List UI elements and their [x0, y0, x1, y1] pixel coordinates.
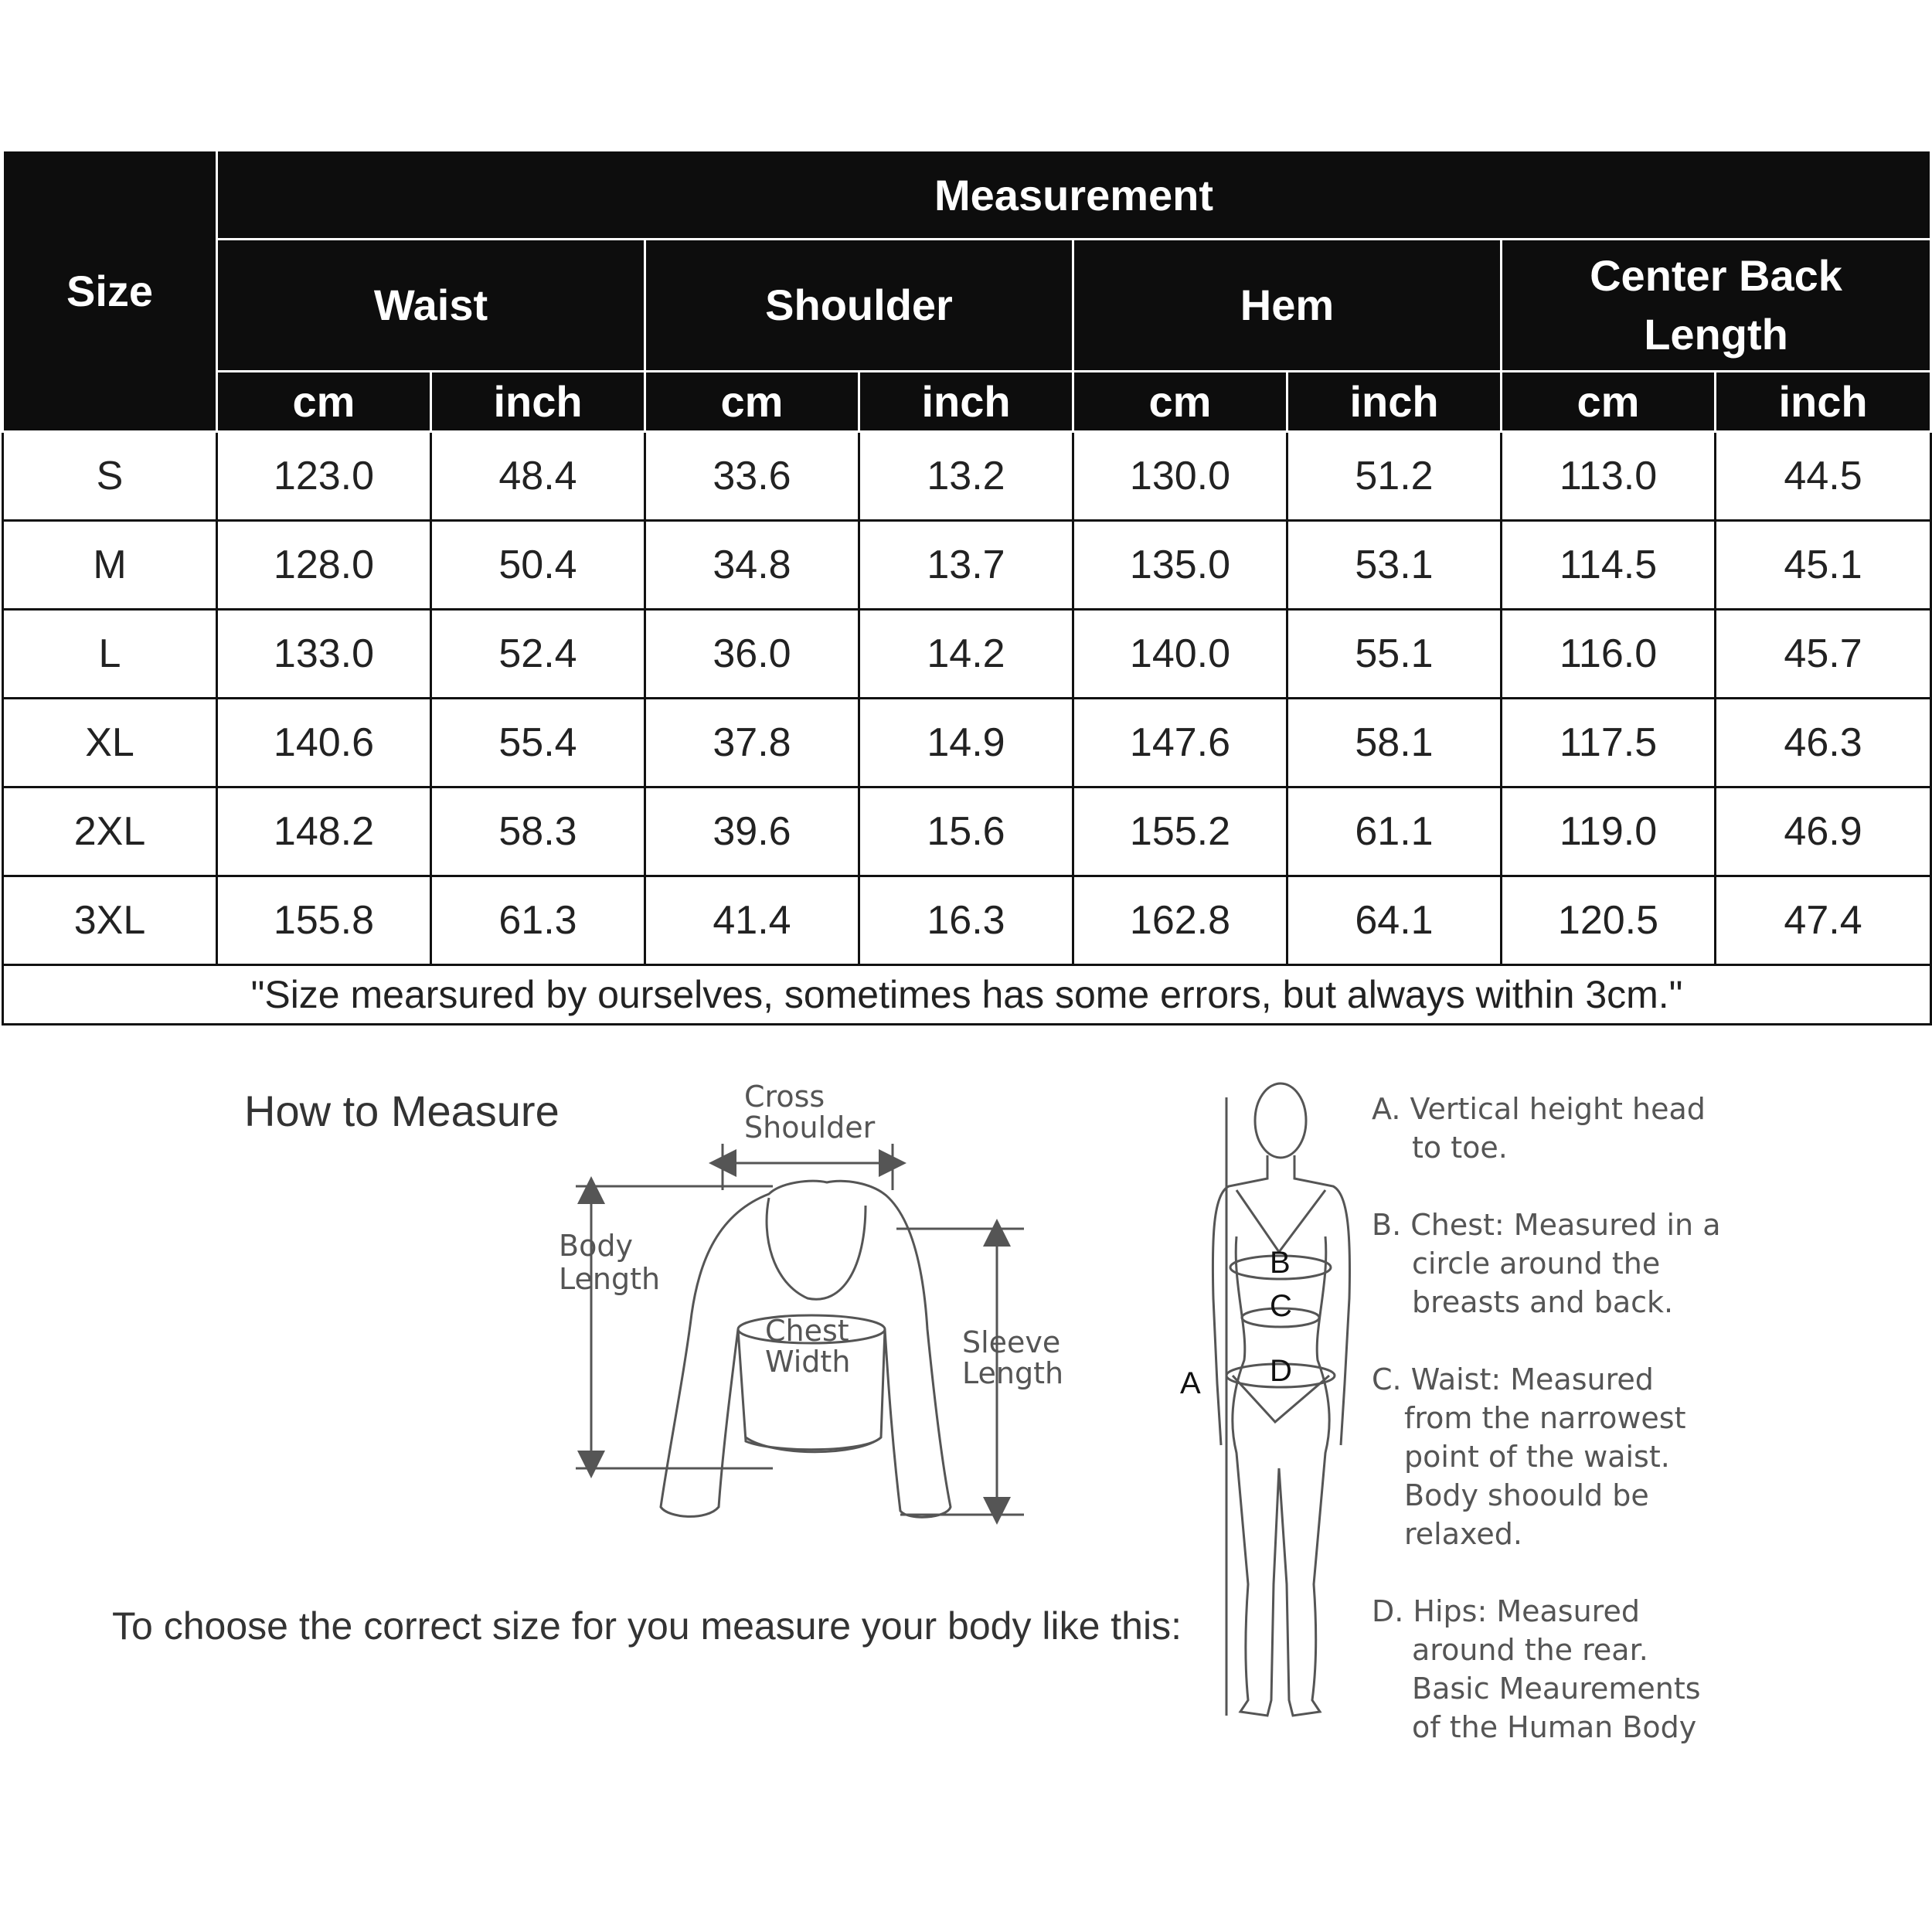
value-cell: 64.1 — [1287, 876, 1502, 965]
measurement-header: Measurement — [217, 151, 1931, 240]
value-cell: 133.0 — [217, 610, 431, 699]
value-cell: 33.6 — [645, 432, 859, 521]
center-back-length-header: Center Back Length — [1502, 240, 1931, 372]
value-cell: 162.8 — [1073, 876, 1287, 965]
body-letter-a: A — [1180, 1366, 1201, 1400]
value-cell: 61.1 — [1287, 787, 1502, 876]
value-cell: 47.4 — [1716, 876, 1931, 965]
body-letter-c: C — [1270, 1289, 1292, 1323]
value-cell: 55.1 — [1287, 610, 1502, 699]
how-to-measure-title: How to Measure — [244, 1087, 560, 1135]
value-cell: 51.2 — [1287, 432, 1502, 521]
measure-instruction: To choose the correct size for you measure your body like this: — [112, 1604, 1182, 1648]
body-length-label-1: Body — [559, 1229, 633, 1263]
value-cell: 46.9 — [1716, 787, 1931, 876]
unit-header: cm — [1073, 372, 1287, 432]
value-cell: 147.6 — [1073, 699, 1287, 787]
size-cell: 3XL — [3, 876, 217, 965]
value-cell: 114.5 — [1502, 521, 1716, 610]
value-cell: 140.6 — [217, 699, 431, 787]
value-cell: 50.4 — [431, 521, 645, 610]
value-cell: 55.4 — [431, 699, 645, 787]
value-cell: 44.5 — [1716, 432, 1931, 521]
value-cell: 14.9 — [859, 699, 1073, 787]
unit-header: cm — [217, 372, 431, 432]
value-cell: 140.0 — [1073, 610, 1287, 699]
unit-header: inch — [1287, 372, 1502, 432]
hem-header: Hem — [1073, 240, 1502, 372]
sleeve-length-label-2: Length — [962, 1356, 1064, 1390]
size-cell: XL — [3, 699, 217, 787]
value-cell: 14.2 — [859, 610, 1073, 699]
legend-item-b: B. Chest: Measured in a circle around the breasts and back. — [1372, 1208, 1721, 1319]
shoulder-header: Shoulder — [645, 240, 1073, 372]
value-cell: 34.8 — [645, 521, 859, 610]
size-cell: 2XL — [3, 787, 217, 876]
value-cell: 119.0 — [1502, 787, 1716, 876]
value-cell: 61.3 — [431, 876, 645, 965]
value-cell: 113.0 — [1502, 432, 1716, 521]
value-cell: 48.4 — [431, 432, 645, 521]
value-cell: 37.8 — [645, 699, 859, 787]
value-cell: 123.0 — [217, 432, 431, 521]
value-cell: 16.3 — [859, 876, 1073, 965]
size-cell: M — [3, 521, 217, 610]
value-cell: 53.1 — [1287, 521, 1502, 610]
body-figure-illustration — [1213, 1083, 1349, 1716]
value-cell: 120.5 — [1502, 876, 1716, 965]
legend-item-d: D. Hips: Measured around the rear. Basic Meaurements of the Human Body — [1372, 1594, 1701, 1744]
cross-shoulder-label-1: Cross — [744, 1080, 825, 1114]
value-cell: 39.6 — [645, 787, 859, 876]
value-cell: 58.3 — [431, 787, 645, 876]
size-cell: S — [3, 432, 217, 521]
value-cell: 41.4 — [645, 876, 859, 965]
value-cell: 128.0 — [217, 521, 431, 610]
value-cell: 45.7 — [1716, 610, 1931, 699]
value-cell: 116.0 — [1502, 610, 1716, 699]
unit-header: inch — [431, 372, 645, 432]
waist-header: Waist — [217, 240, 645, 372]
unit-header: cm — [645, 372, 859, 432]
legend-item-c: C. Waist: Measured from the narrowest point of the waist. Body shoould be relaxed. — [1372, 1362, 1686, 1551]
body-letter-b: B — [1270, 1246, 1291, 1280]
value-cell: 45.1 — [1716, 521, 1931, 610]
size-header: Size — [3, 151, 217, 432]
value-cell: 52.4 — [431, 610, 645, 699]
value-cell: 58.1 — [1287, 699, 1502, 787]
body-length-label-2: Length — [559, 1262, 661, 1296]
cross-shoulder-label-2: Shoulder — [744, 1111, 876, 1145]
value-cell: 13.2 — [859, 432, 1073, 521]
body-letter-d: D — [1270, 1354, 1292, 1388]
value-cell: 155.2 — [1073, 787, 1287, 876]
value-cell: 117.5 — [1502, 699, 1716, 787]
value-cell: 135.0 — [1073, 521, 1287, 610]
chest-width-label-1: Chest — [765, 1314, 849, 1348]
value-cell: 155.8 — [217, 876, 431, 965]
size-cell: L — [3, 610, 217, 699]
sleeve-length-label-1: Sleeve — [962, 1325, 1061, 1359]
unit-header: cm — [1502, 372, 1716, 432]
value-cell: 148.2 — [217, 787, 431, 876]
value-cell: 130.0 — [1073, 432, 1287, 521]
unit-header: inch — [859, 372, 1073, 432]
value-cell: 15.6 — [859, 787, 1073, 876]
value-cell: 46.3 — [1716, 699, 1931, 787]
value-cell: 36.0 — [645, 610, 859, 699]
value-cell: 13.7 — [859, 521, 1073, 610]
legend-item-a: A. Vertical height head to toe. — [1372, 1092, 1706, 1165]
unit-header: inch — [1716, 372, 1931, 432]
chest-width-label-2: Width — [765, 1345, 851, 1379]
measurement-legend — [1372, 1090, 1804, 1785]
size-note: "Size mearsured by ourselves, sometimes has some errors, but always within 3cm." — [3, 965, 1931, 1025]
